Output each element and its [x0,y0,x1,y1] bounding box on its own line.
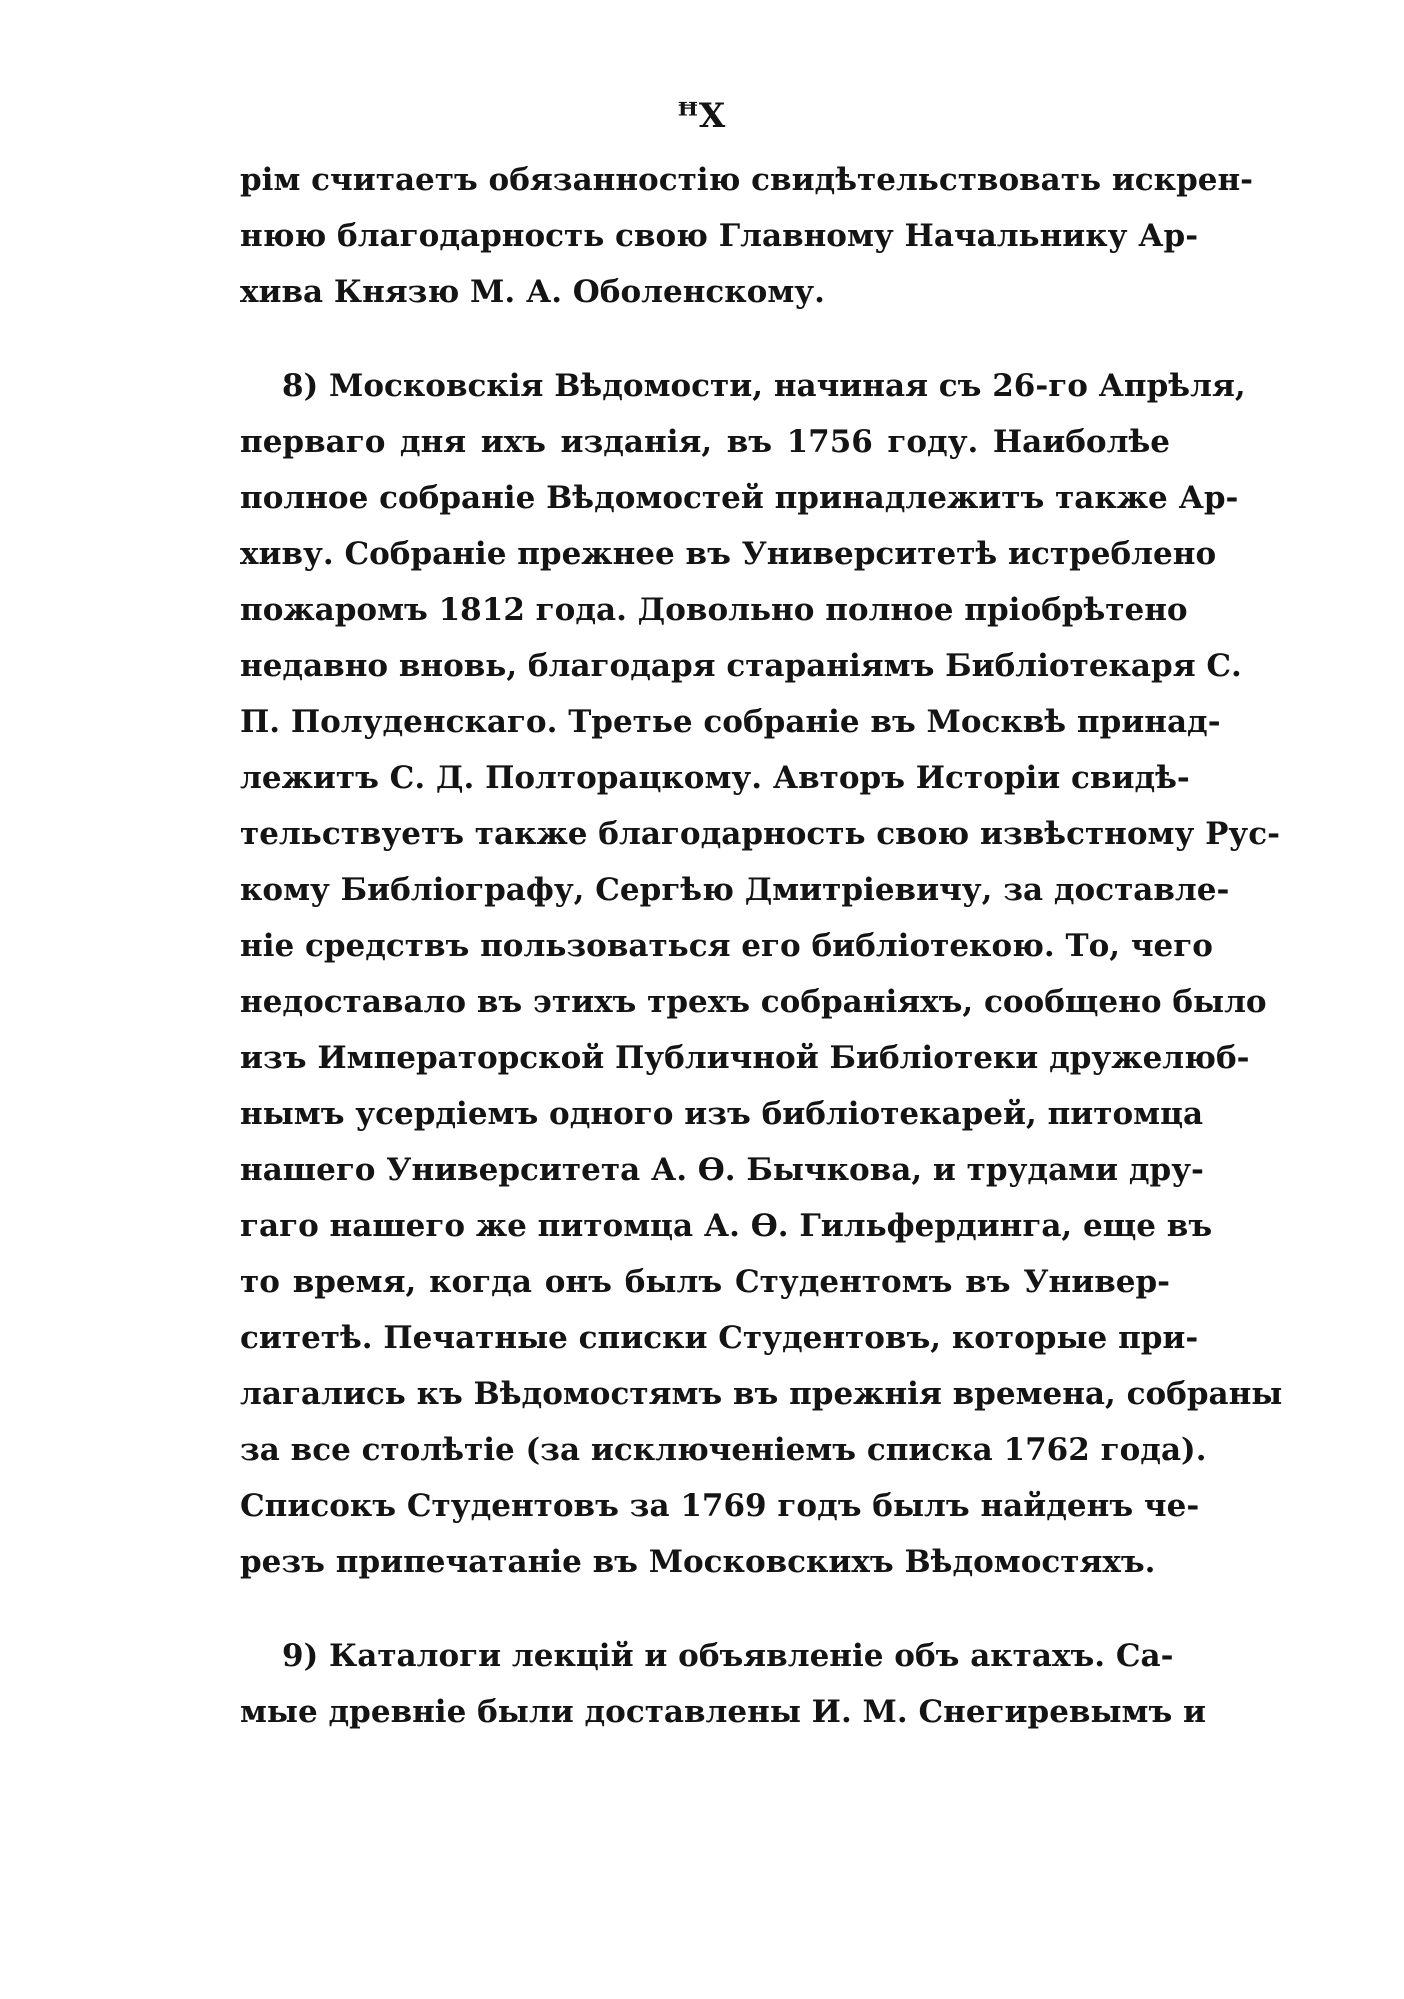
body-text [240,152,1283,1740]
text-line: тельствуетъ также благодарность свою извѣстному Рус- [240,816,1280,852]
text-line: П. Полуденскаго. Третье собраніе въ Москвѣ принад- [240,704,1221,740]
text-line: пожаромъ 1812 года. Довольно полное пріобрѣтено [240,592,1188,628]
text-line: нымъ усердіемъ одного изъ библіотекарей, питомца [240,1096,1204,1132]
text-line: недоставало въ этихъ трехъ собраніяхъ, сообщено было [240,984,1267,1020]
text-line: резъ припечатаніе въ Московскихъ Вѣдомостяхъ. [240,1544,1156,1580]
paragraph-gap [240,1590,1170,1628]
paragraph-item-8 [240,358,1283,1590]
paragraph-item-9 [240,1628,1207,1740]
text-line: 8) Московскія Вѣдомости, начиная съ 26-го Апрѣля, [282,368,1246,404]
text-line: то время, когда онъ былъ Студентомъ въ Универ- [240,1264,1170,1300]
text-line: ситетѣ. Печатные списки Студентовъ, которые при- [240,1320,1199,1356]
text-line: недавно вновь, благодаря стараніямъ Библіотекаря С. [240,648,1242,684]
text-line: ніе средствъ пользоваться его библіотекою. То, чего [240,928,1213,964]
text-line: хиву. Собраніе прежнее въ Университетѣ истреблено [240,536,1217,572]
text-line: лежитъ С. Д. Полторацкому. Авторъ Исторіи свидѣ- [240,760,1190,796]
page-number: ꟸX [677,96,727,136]
text-line: Списокъ Студентовъ за 1769 годъ былъ найденъ че- [240,1488,1200,1524]
text-line: полное собраніе Вѣдомостей принадлежитъ также Ар- [240,480,1239,516]
text-line: мые древніе были доставлены И. М. Снегиревымъ и [240,1694,1207,1730]
text-line: рім считаетъ обязанностію свидѣтельствовать искрен- [240,162,1254,198]
paragraph-gap [240,320,1170,358]
text-line: лагались къ Вѣдомостямъ въ прежнія времена, собраны [240,1376,1283,1412]
text-line: нашего Университета А. Ѳ. Бычкова, и трудами дру- [240,1152,1204,1188]
text-line: нюю благодарность свою Главному Начальнику Ар- [240,218,1199,254]
text-line: 9) Каталоги лекцій и объявленіе объ актахъ. Са- [282,1638,1174,1674]
text-line: кому Библіографу, Сергѣю Дмитріевичу, за доставле- [240,872,1230,908]
text-line: перваго дня ихъ изданія, въ 1756 году. Наиболѣе [240,424,1170,460]
text-line: гаго нашего же питомца А. Ѳ. Гильфердинга, еще въ [240,1208,1213,1244]
text-line: изъ Императорской Публичной Библіотеки дружелюб- [240,1040,1250,1076]
paragraph-continuation [240,152,1254,320]
text-line: за все столѣтіе (за исключеніемъ списка 1762 года). [240,1432,1207,1468]
text-line: хива Князю М. А. Оболенскому. [240,274,825,310]
